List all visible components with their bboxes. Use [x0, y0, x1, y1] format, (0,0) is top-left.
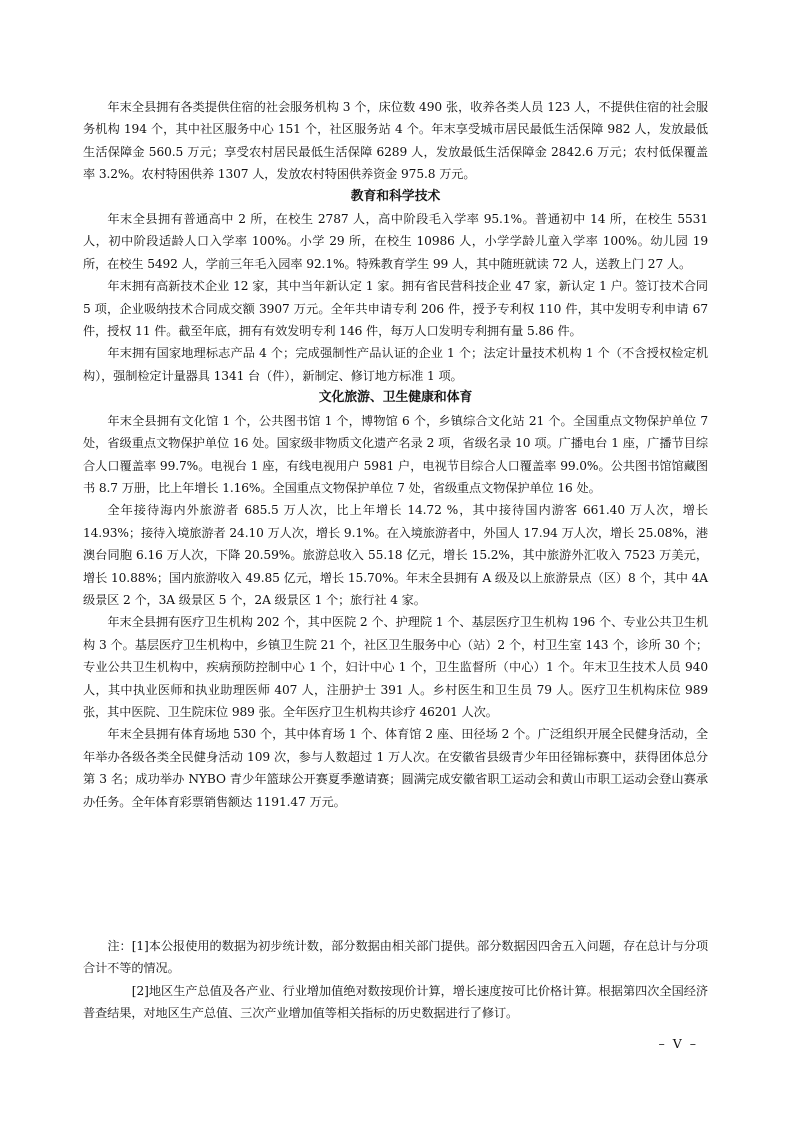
footnotes [83, 935, 708, 1025]
section-heading-culture-health-sports: 文化旅游、卫生健康和体育 [318, 390, 473, 406]
paragraph-standards: 年末拥有国家地理标志产品 4 个；完成强制性产品认证的企业 1 个；法定计量技术机构 1 个（不含授权检定机构），强制检定计量器具 1341 台（件），新制定、修订地方标准 1 项。 [83, 346, 708, 383]
paragraph-technology: 年末拥有高新技术企业 12 家，其中当年新认定 1 家。拥有省民营科技企业 47 家，新认定 1 户。签订技术合同 5 项，企业吸纳技术合同成交额 3907 万元。全年共申请专利 206 件，授予专利权 110 件，其中发明专利申请 67 件，授权 11 件。截至年底，拥有有效发明专利 146 件，每万人口发明专利拥有量 5.86 件。 [83, 279, 708, 339]
footnote-2: [2]地区生产总值及各产业、行业增加值绝对数按现价计算，增长速度按可比价格计算。根据第四次全国经济普查结果，对地区生产总值、三次产业增加值等相关指标的历史数据进行了修订。 [83, 983, 708, 1021]
paragraph-sports: 年末全县拥有体育场地 530 个，其中体育场 1 个、体育馆 2 座、田径场 2 个。广泛组织开展全民健身活动，全年举办各级各类全民健身活动 109 次，参与人数超过 1 万人次。在安徽省县级青少年田径锦标赛中，获得团体总分第 3 名；成功举办 NYBO 青少年篮球公开赛夏季邀请赛；圆满完成安徽省职工运动会和黄山市职工运动会登山赛承办任务。全年体育彩票销售额达 1191.47 万元。 [83, 727, 708, 809]
paragraph-tourism: 全年接待海内外旅游者 685.5 万人次，比上年增长 14.72 %，其中接待国内游客 661.40 万人次，增长 14.93%；接待入境旅游者 24.10 万人次，增长 9.1%。在入境旅游者中，外国人 17.94 万人次，增长 25.08%，港澳台同胞 6.16 万人次，下降 20.59%。旅游总收入 55.18 亿元，增长 15.2%，其中旅游外汇收入 7523 万美元，增长 10.88%；国内旅游收入 49.85 亿元，增长 15.70%。年末全县拥有 A 级及以上旅游景点（区）8 个，其中 4A 级景区 2 个，3A 级景区 5 个，2A 级景区 1 个；旅行社 4 家。 [83, 503, 708, 607]
footnote-1: 注：[1]本公报使用的数据为初步统计数，部分数据由相关部门提供。部分数据因四舍五入问题，存在总计与分项合计不等的情况。 [83, 939, 708, 976]
paragraph-health: 年末全县拥有医疗卫生机构 202 个，其中医院 2 个、护理院 1 个、基层医疗卫生机构 196 个、专业公共卫生机构 3 个。基层医疗卫生机构中，乡镇卫生院 21 个，社区卫生服务中心（站）2 个，村卫生室 143 个，诊所 30 个；专业公共卫生机构中，疾病预防控制中心 1 个，妇计中心 1 个，卫生监督所（中心）1 个。年末卫生技术人员 940 人，其中执业医师和执业助理医师 407 人，注册护士 391 人。乡村医生和卫生员 79 人。医疗卫生机构床位 989 张，其中医院、卫生院床位 989 张。全年医疗卫生机构共诊疗 46201 人次。 [83, 615, 708, 719]
main-content [83, 96, 708, 813]
paragraph-social-services: 年末全县拥有各类提供住宿的社会服务机构 3 个，床位数 490 张，收养各类人员 123 人，不提供住宿的社会服务机构 194 个，其中社区服务中心 151 个，社区服务站 4 个。年末享受城市居民最低生活保障 982 人，发放最低生活保障金 560.5 万元；享受农村居民最低生活保障 6289 人，发放最低生活保障金 2842.6 万元；农村低保覆盖率 3.2%。农村特困供养 1307 人，发放农村特困供养资金 975.8 万元。 [83, 100, 708, 182]
page-number: – V – [658, 1036, 698, 1051]
section-heading-education: 教育和科学技术 [350, 188, 441, 204]
paragraph-schools: 年末全县拥有普通高中 2 所，在校生 2787 人，高中阶段毛入学率 95.1%。普通初中 14 所，在校生 5531 人，初中阶段适龄人口入学率 100%。小学 29 所，在校生 10986 人，小学学龄儿童入学率 100%。幼儿园 19 所，在校生 5492 人，学前三年毛入园率 92.1%。特殊教育学生 99 人，其中随班就读 72 人，送教上门 27 人。 [83, 212, 708, 271]
paragraph-culture: 年末全县拥有文化馆 1 个，公共图书馆 1 个，博物馆 6 个，乡镇综合文化站 21 个。全国重点文物保护单位 7 处，省级重点文物保护单位 16 处。国家级非物质文化遗产名录 2 项，省级名录 10 项。广播电台 1 座，广播节目综合人口覆盖率 99.7%。电视台 1 座，有线电视用户 5981 户，电视节目综合人口覆盖率 99.0%。公共图书馆馆藏图书 8.7 万册，比上年增长 1.16%。全国重点文物保护单位 7 处，省级重点文物保护单位 16 处。 [83, 413, 708, 495]
